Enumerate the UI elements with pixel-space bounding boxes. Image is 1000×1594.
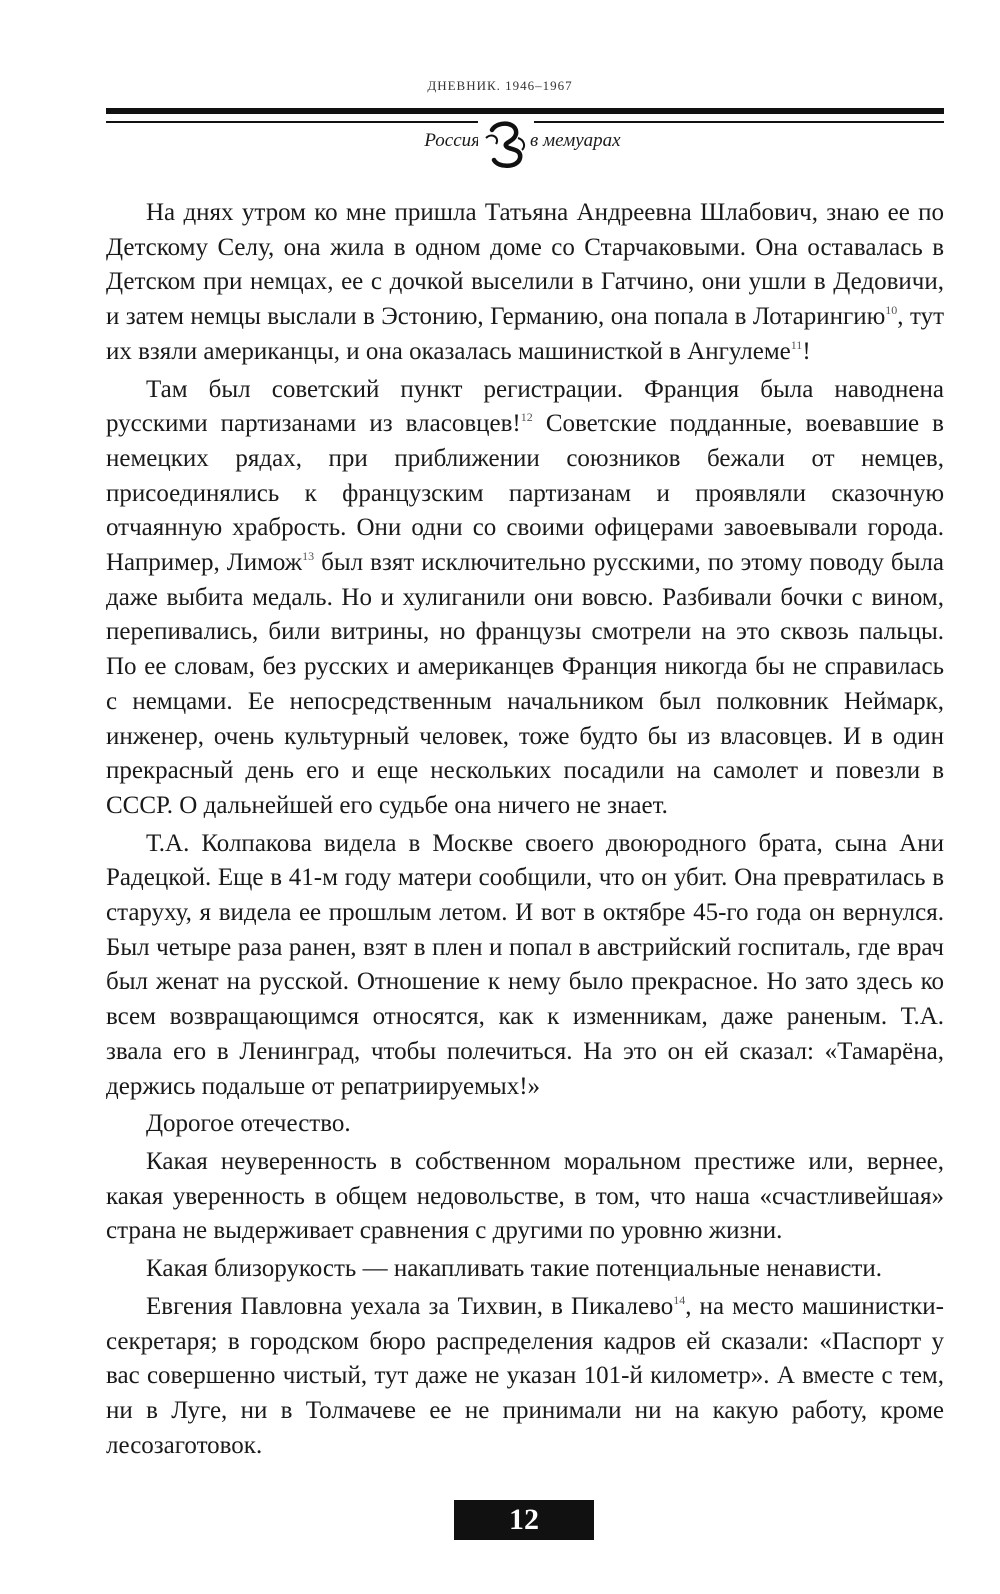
footnote-ref: 12: [520, 410, 533, 425]
body-text: [106, 196, 944, 1466]
paragraph-text: Дорогое отечество.: [146, 1110, 351, 1138]
running-head: ДНЕВНИК. 1946–1967: [427, 78, 573, 93]
page-number: 12: [454, 1500, 594, 1540]
paragraph: [106, 1107, 944, 1142]
series-title-right: в мемуарах: [530, 130, 627, 152]
footnote-ref: 13: [302, 549, 315, 564]
paragraph-text: !: [802, 337, 811, 365]
paragraph-text: Советские подданные, воевавшие в немецких рядах, при приближении союзников бежали от немцев, присоединялись к французским партизанам и проявляли сказочную отчаянную храбрость. Они одни со своими офицерами завоевывали города. Например, Лимож: [106, 410, 944, 577]
paragraph-text: Там был советский пункт регистрации. Франция была наводнена русскими партизанами из власовцев!: [106, 375, 944, 438]
paragraph-text: был взят исключительно русскими, по этому поводу была даже выбита медаль. Но и хулиганили они вовсю. Разбивали бочки с вином, перепивались, били витрины, но французы смотрели на это сквозь пальцы. По ее словам, без русских и американцев Франция никогда бы не справилась с немцами. Ее непосредственным начальником был полковник Неймарк, инженер, очень культурный человек, тоже будто бы из власовцев. И в один прекрасный день его и еще нескольких посадили на самолет и повезли в СССР. О дальнейшей его судьбе она ничего не знает.: [106, 549, 944, 819]
paragraph: [106, 1145, 944, 1249]
footnote-ref: 11: [790, 337, 803, 352]
series-title-left: Россия: [418, 130, 480, 152]
paragraph-text: Т.А. Колпакова видела в Москве своего двоюродного брата, сына Ани Радецкой. Еще в 41-м году матери сообщили, что он убит. Она превратилась в старуху, я видела ее прошлым летом. И вот в октябре 45-го года он вернулся. Был четыре раза ранен, взят в плен и попал в австрийский госпиталь, где врач был женат на русской. Отношение к нему было прекрасное. Но зато здесь ко всем возвращающимся относятся, как к изменникам, даже раненым. Т.А. звала его в Ленинград, чтобы полечиться. На это он ей сказал: «Тамарёна, держись подальше от репатриируемых!»: [106, 829, 944, 1100]
header-rule-thick: [106, 108, 944, 114]
paragraph-text: Евгения Павловна уехала за Тихвин, в Пикалево: [146, 1292, 674, 1320]
paragraph: [106, 373, 944, 824]
paragraph-text: , тут их взяли американцы, и она оказалась машинисткой в Ангулеме: [106, 303, 944, 365]
paragraph: [106, 827, 944, 1105]
paragraph-text: На днях утром ко мне пришла Татьяна Андреевна Шлабович, знаю ее по Детскому Селу, она жила в одном доме со Старчаковыми. Она оставалась в Детском при немцах, ее с дочкой выселили в Гатчино, они ушли в Дедовичи, и затем немцы выслали в Эстонию, Германию, она попала в Лотарингию: [106, 199, 944, 331]
footnote-ref: 10: [885, 303, 898, 318]
series-emblem-icon: [478, 116, 534, 172]
footnote-ref: 14: [673, 1292, 686, 1307]
paragraph: [106, 1252, 944, 1287]
paragraph-text: Какая неуверенность в собственном моральном престиже или, вернее, какая уверенность в общем недовольстве, в том, что наша «счастливейшая» страна не выдерживает сравнения с другими по уровню жизни.: [106, 1147, 944, 1245]
series-title: [0, 120, 1000, 172]
paragraph: [106, 1290, 944, 1464]
paragraph: [106, 196, 944, 370]
paragraph-text: , на место машинистки-секретаря; в городском бюро распределения кадров ей сказали: «Паспорт у вас совершенно чистый, тут даже не указан 101-й километр». А вместе с тем, ни в Луге, ни в Толмачеве ее не принимали ни на какую работу, кроме лесозаготовок.: [106, 1292, 944, 1459]
paragraph-text: Какая близорукость — накапливать такие потенциальные ненависти.: [146, 1255, 882, 1283]
